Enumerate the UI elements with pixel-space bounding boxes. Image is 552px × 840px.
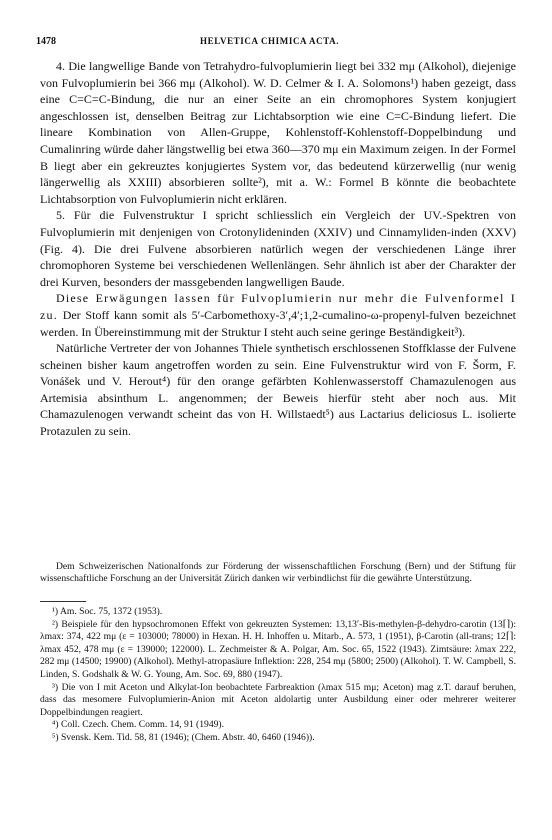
footnote-2: ²) Beispiele für den hypsochromonen Effekt von gekreuzten Systemen: 13,13′-Bis-methylen-β-dehydro-carotin (13⌈⌉): λmax: 374, 422 mμ (ε = 103000; 78000) in Hexan. H. H. Inhoffen u. Mitarb., A. 573, 1 (1951), β-Carotin (all-trans; 12⌈⌉: λmax 452, 478 mμ (ε = 139000; 122000). L. Zechmeister & A. Polgar, Am. Soc. 65, 1522 (1943). Zimtsäure: λmax 222, 282 mμ (14500; 19900) (Alkohol). Methyl-atropasäure Inflektion: 228, 254 mμ (5800; 2500) (Alkohol). T. W. Campbell, S. Linden, S. Godshalk & W. G. Young, Am. Soc. 69, 880 (1947). xyxy=(40,618,516,680)
footnote-3: ³) Die von I mit Aceton und Alkylat-Ion beobachtete Farbreaktion (λmax 515 mμ; Aceton) mag z.T. darauf beruhen, dass das mesomere Fulvoplumierin-Anion mit Aceton aldolartig unter Ausbildung einer oder mehrerer weiterer Doppelbindungen reagiert. xyxy=(40,681,516,718)
paragraph-natural-fulvenes: Natürliche Vertreter der von Johannes Thiele synthetisch erschlossenen Stoffklasse der Fulvene scheinen bisher kaum angetroffen worden zu sein. Eine Fulvenstruktur wird von F. Šorm, F. Vonášek und V. Herout⁴) für den orange gefärbten Kohlenwasserstoff Chamazulenogen aus Artemisia absinthum L. angenommen; der Beweis hierfür steht aber noch aus. Mit Chamazulenogen verwandt scheint das von H. Willstaedt⁵) aus Lactarius deliciosus L. isolierte Protazulen zu sein. xyxy=(40,341,516,439)
footnote-rule xyxy=(40,601,86,602)
page-number: 1478 xyxy=(36,36,56,47)
paragraph-4: 4. Die langwellige Bande von Tetrahydro-fulvoplumierin liegt bei 332 mμ (Alkohol), diejenige von Fulvoplumierin bei 366 mμ (Alkohol). W. D. Celmer & I. A. Solomons¹) haben gezeigt, dass eine C=C=C-Bindung, die nur an einer Seite an ein chromophores System konjugiert angeschlossen ist, denselben Beitrag zur Lichtabsorption wie eine C=C-Bindung liefert. Die lineare Kombination von Allen-Gruppe, Kohlenstoff-Kohlenstoff-Doppelbindung und Cumalinring würde daher längstwellig bei etwa 360—370 mμ ein Maximum zeigen. In der Formel B liegt aber ein gekreuztes konjugiertes System vor, das bedeutend kürzerwellig (nur wenig längerwellig als XXIII) absorbieren sollte²), mit a. W.: Formel B könnte die beobachtete Lichtabsorption von Fulvoplumierin nicht erklären. xyxy=(40,59,516,206)
journal-title: HELVETICA CHIMICA ACTA. xyxy=(200,36,340,46)
acknowledgement: Dem Schweizerischen Nationalfonds zur Förderung der wissenschaftlichen Forschung (Bern) und der Stiftung für wissenschaftliche Forschung an der Universität Zürich danken wir verbindlichst für die gewährte Unterstützung. xyxy=(40,561,516,585)
conclusion-text: Der Stoff kann somit als 5′-Carbomethoxy-3′,4′;1,2-cumalino-ω-propenyl-fulven bezeichnet werden. In Übereinstimmung mit der Struktur I steht auch seine geringe Beständigkeit³). xyxy=(40,307,516,339)
paragraph-5: 5. Für die Fulvenstruktur I spricht schliesslich ein Vergleich der UV.-Spektren von Fulvoplumierin mit denjenigen von Crotonylideninden (XXIV) und Cinnamyliden-inden (XXV) (Fig. 4). Die drei Fulvene absorbieren natürlich wegen der verschiedenen Länge ihrer chromophoren Systeme bei verschiedenen Wellenlängen. Sehr ähnlich ist aber der Charakter der drei Kurven, besonders der massgebenden langwelligen Baude. xyxy=(40,208,516,289)
body-text xyxy=(40,58,516,440)
conclusion-spaced-text: Diese Erwägungen lassen für Fulvoplumierin nur mehr die Fulvenformel I zu. xyxy=(40,291,516,322)
footnote-4: ⁴) Coll. Czech. Chem. Comm. 14, 91 (1949). xyxy=(52,719,225,731)
footnote-5: ⁵) Svensk. Kem. Tid. 58, 81 (1946); (Chem. Abstr. 40, 6460 (1946)). xyxy=(52,731,315,743)
paragraph-conclusion xyxy=(40,290,516,340)
running-header xyxy=(36,36,516,50)
footnote-1: ¹) Am. Soc. 75, 1372 (1953). xyxy=(52,606,163,617)
footnotes xyxy=(40,606,516,745)
